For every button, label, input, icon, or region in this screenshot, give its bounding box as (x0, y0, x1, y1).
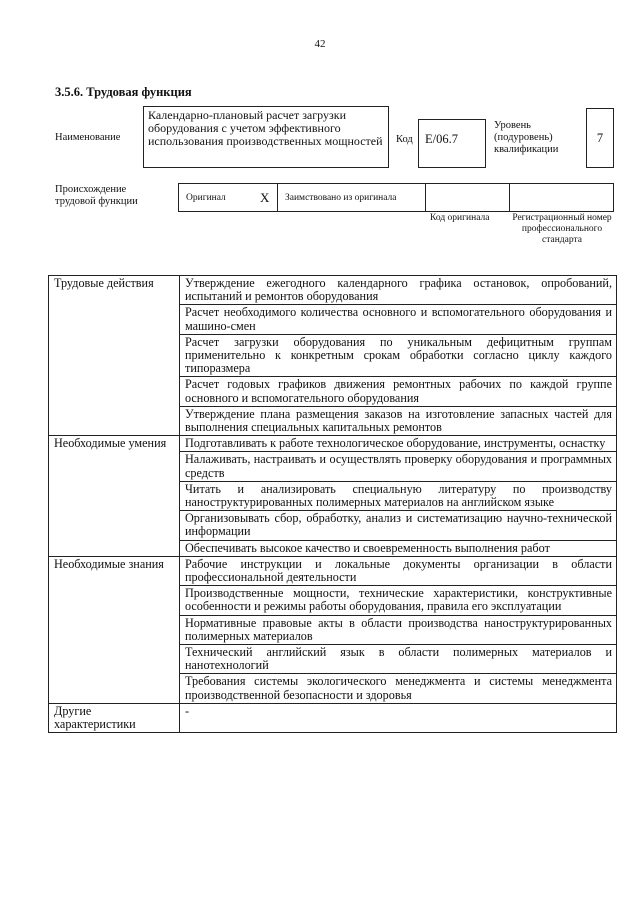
orig-code-label: Код оригинала (430, 213, 490, 223)
reg-number-label: Регистрационный номер профессионального стандарта (512, 213, 612, 245)
origin-label: Происхождение трудовой функции (55, 184, 138, 207)
table-cell: Подготавливать к работе технологическое оборудование, инструменты, оснастку (180, 436, 617, 452)
level-value: 7 (596, 131, 604, 145)
table-row (49, 276, 617, 305)
reg-number-box (509, 183, 614, 212)
section-heading: 3.5.6. Трудовая функция (55, 85, 192, 99)
level-box (586, 108, 614, 168)
table-cell: Технический английский язык в области полимерных материалов и нанотехнологий (180, 645, 617, 674)
original-mark: X (260, 190, 270, 205)
borrowed-box (277, 183, 426, 212)
level-label: Уровень (подуровень) квалификации (494, 120, 559, 155)
original-box (178, 183, 278, 212)
table-cell: Налаживать, настраивать и осуществлять проверку оборудования и программных средств (180, 452, 617, 481)
table-cell: Утверждение ежегодного календарного графика остановок, опробований, испытаний и ремонтов оборудования (180, 276, 617, 305)
row-header: Необходимые знания (49, 556, 180, 703)
table-cell: Производственные мощности, технические характеристики, конструктивные особенности и режимы работы оборудования, правила его эксплуатации (180, 586, 617, 615)
table-row (49, 436, 617, 452)
row-header: Необходимые умения (49, 436, 180, 557)
code-label: Код (396, 134, 413, 145)
borrowed-label: Заимствовано из оригинала (285, 193, 397, 203)
table-cell: Рабочие инструкции и локальные документы организации в области профессиональной деятельности (180, 556, 617, 585)
table-row (49, 556, 617, 585)
table-cell: Утверждение плана размещения заказов на изготовление запасных частей для выполнения специальных капитальных ремонтов (180, 406, 617, 435)
table-row (49, 703, 617, 732)
table-cell: Расчет загрузки оборудования по уникальным дефицитным группам применительно к конкретным срокам обработки согласно циклу каждого типоразмера (180, 334, 617, 377)
table-cell: - (180, 703, 617, 732)
original-label: Оригинал (186, 193, 226, 203)
table-cell: Обеспечивать высокое качество и своевременность выполнения работ (180, 540, 617, 556)
function-name-box (143, 106, 389, 168)
code-box (418, 119, 486, 168)
page-number: 42 (314, 38, 326, 50)
table-cell: Организовывать сбор, обработку, анализ и систематизацию научно-технической информации (180, 511, 617, 540)
function-name: Календарно-плановый расчет загрузки оборудования с учетом эффективного использования производственных мощностей (148, 108, 383, 148)
table-cell: Нормативные правовые акты в области производства наноструктурированных полимерных материалов (180, 615, 617, 644)
code-value: E/06.7 (425, 132, 458, 146)
function-table (48, 275, 617, 733)
orig-code-box (425, 183, 510, 212)
table-cell: Требования системы экологического менеджмента и системы менеджмента производственной безопасности и здоровья (180, 674, 617, 703)
table-cell: Читать и анализировать специальную литературу по производству наноструктурированных полимерных материалов на английском языке (180, 481, 617, 510)
row-header: Трудовые действия (49, 276, 180, 436)
name-label: Наименование (55, 132, 121, 143)
table-cell: Расчет годовых графиков движения ремонтных рабочих по каждой группе основного и вспомогательного оборудования (180, 377, 617, 406)
table-cell: Расчет необходимого количества основного и вспомогательного оборудования и машино-смен (180, 305, 617, 334)
row-header: Другие характеристики (49, 703, 180, 732)
